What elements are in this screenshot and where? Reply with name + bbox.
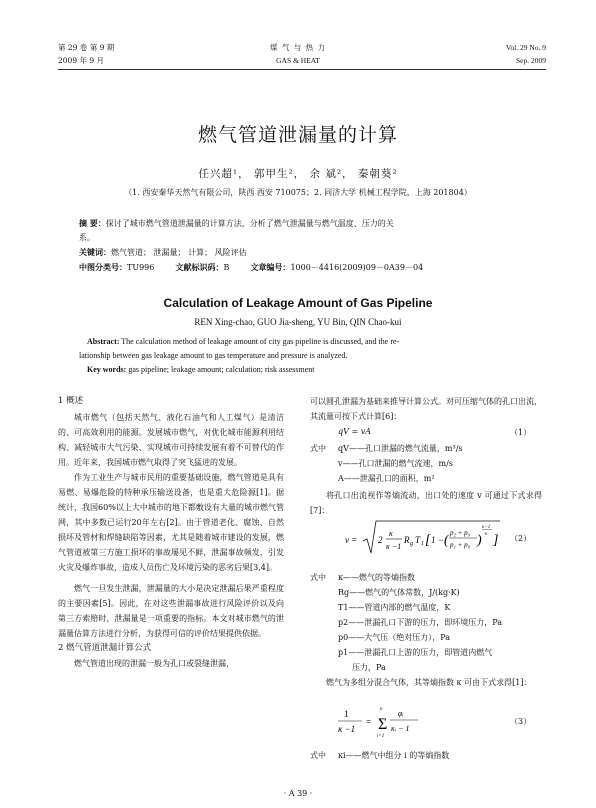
page-number: · A 39 · [283,789,313,798]
svg-text:(: ( [444,533,449,548]
svg-text:T: T [415,535,421,545]
svg-text:R: R [404,535,410,545]
english-keywords: gas pipeline; leakage amount; calculation; risk assessment [128,365,315,374]
abstract-text-2: 系。 [79,233,95,242]
clc-label: 中图分类号： [79,262,127,272]
keywords-cn: 燃气管道； 泄漏量； 计算； 风险评估 [111,248,247,257]
equation-2-number: （2） [510,534,532,543]
svg-text:]: ] [493,533,499,548]
equation-3 [338,702,458,742]
svg-text:): ) [477,533,482,548]
header-volume-cn: 第 29 卷 第 9 期 [58,43,115,52]
svg-text:φᵢ: φᵢ [398,709,404,718]
authors-cn: 任兴超¹， 郭甲生²， 余 斌²， 秦朝葵² [198,168,398,180]
definitions-1 [338,443,463,488]
keywords-label: 关键词： [79,247,111,257]
svg-text:κ −1: κ −1 [338,724,356,734]
equation-1-number: （1） [510,428,532,437]
paragraph: 可以圆孔泄漏为基础来推导计算公式。对可压缩气体的孔口出流，其流量可按下式计算[6]： [310,397,542,421]
svg-text:p₂ + p₀: p₂ + p₀ [450,529,471,537]
header-date-en: Sep. 2009 [516,56,546,65]
paper-title: 燃气管道泄漏量的计算 [197,124,398,146]
doc-code-value: B [223,263,230,272]
paragraph: 燃气为多组分混合气体，其等熵指数 κ 可由下式求得[1]： [326,678,532,687]
clc-value: TU996 [127,263,155,272]
svg-text:1 −: 1 − [431,535,444,545]
section-2-heading: 2 燃气管道泄漏计算公式 [58,643,152,653]
english-abstract-text-2: lationship between gas leakage amount to gas temperature and pressure is analyzed. [79,351,348,360]
svg-text:Σ: Σ [378,716,388,733]
english-authors: REN Xing-chao, GUO Jia-sheng, YU Bin, QIN Chao-kui [194,317,402,327]
definition-rg: Rg——燃气的气体常数，J/(kg·K) [338,588,460,597]
svg-text:[: [ [425,533,431,548]
english-abstract [79,335,525,377]
equation-2-graphic [345,519,500,559]
paragraph: 作为工业生产与城市民用的重要基础设施，燃气管道是具有易燃、易爆危险的特种承压输送设备，也是重大危险源[1]。据统计，我国60%以上大中城市的地下都敷设有大量的城市燃气管网，其中多数已运行20年左右[2]。由于管道老化、腐蚀、自然损坏及管材和焊缝缺陷等因素，尤其是随着城市建设的发展，燃气管道被第三方施工损坏的事故屡见不鲜，泄漏事故频发，引发火灾及爆炸事故，造成人员伤亡及环境污染的恶劣后果[3,4]。 [58,473,284,572]
svg-text:=: = [366,717,372,727]
doc-code-label: 文献标识码： [175,262,224,272]
equation-2 [345,519,500,559]
right-column [310,394,542,424]
svg-text:n: n [380,707,383,712]
definition-t1: T1——管道内部的燃气温度，K [338,603,451,612]
svg-text:g: g [410,541,413,547]
paragraph: 城市燃气（包括天然气、液化石油气和人工煤气）是清洁的、可高效利用的能源。发展城市燃气，对优化城市能源利用结构、减轻城市大气污染、实现城市可持续发展有着不可替代的作用。近年来，我国城市燃气取得了突飞猛进的发展。 [58,413,284,467]
header-journal-cn: 煤 气 与 热 力 [269,43,327,52]
article-number-value: 1000－4416(2009)09－0A39－04 [290,263,424,272]
definitions-2 [338,572,502,677]
definition-p0: p0——大气压（绝对压力），Pa [338,633,451,642]
svg-text:κ−1: κ−1 [482,525,491,530]
english-abstract-text-1: The calculation method of leakage amount of city gas pipeline is discussed, and the re- [121,337,400,346]
english-abstract-label: Abstract: [87,337,120,346]
definition-kappa: κ——燃气的等熵指数 [338,573,415,582]
svg-text:1: 1 [344,709,349,719]
header-journal-en: GAS & HEAT [276,56,320,65]
equation-1: qV = vA [338,427,371,436]
header-volume-en: Vol. 29 No. 9 [505,43,546,52]
english-title: Calculation of Leakage Amount of Gas Pipeline [163,296,433,310]
svg-text:κ −1: κ −1 [386,542,402,551]
svg-text:p₁ + p₀: p₁ + p₀ [450,541,471,549]
paragraph: 燃气一旦发生泄漏，泄漏量的大小是决定泄漏后果严重程度的主要因素[5]。因此，在对这些泄漏事故进行风险评价以及向第三方索赔时，泄漏量是一项重要的指标。本文对城市燃气的泄漏量估算方法进行分析，为获得可信的评价结果提供依据。 [58,584,284,638]
definition-p2: p2——泄漏孔口下游的压力，即环境压力，Pa [338,618,503,627]
where-label: 式中 [310,444,326,453]
where-label: 式中 [310,751,326,760]
header-rule [58,69,546,70]
section-1-heading: 1 概述 [58,396,84,406]
svg-text:v =: v = [345,535,358,545]
article-number-label: 文章编号： [250,262,291,272]
definition-p1-cont: 压力，Pa [352,663,386,672]
equation-3-number: （3） [510,717,532,726]
paragraph: 将孔口出流视作等熵流动，出口处的速度 v 可通过下式求得[7]： [310,491,542,515]
right-paragraph-2 [310,488,542,518]
definition-kappa-i: κi——燃气中组分 i 的等熵指数 [338,751,450,760]
abstract-text-1: 探讨了城市燃气管道泄漏量的计算方法，分析了燃气泄漏量与燃气温度、压力的关 [105,219,394,228]
abstract-cn [79,216,525,275]
english-keywords-label: Key words: [87,365,127,374]
svg-text:2: 2 [378,535,383,545]
equation-3-graphic [338,702,458,742]
right-paragraph-3 [310,675,542,690]
definition-p1: p1——泄漏孔口上游的压力，即管道内燃气 [338,648,493,657]
definition-v: v——孔口泄漏的燃气流速，m/s [338,459,453,468]
paragraph: 燃气管道出现的泄漏一般为孔口或裂缝泄漏， [74,659,234,668]
svg-text:κ: κ [389,529,393,538]
svg-text:1: 1 [421,541,424,547]
svg-text:i=1: i=1 [377,734,385,739]
svg-text:κᵢ − 1: κᵢ − 1 [391,724,410,733]
affiliation: （1. 西安秦华天然气有限公司，陕西 西安 710075；2. 同济大学 机械工程学院，上海 201804） [124,188,472,197]
abstract-label: 摘 要： [79,218,106,228]
left-column [58,394,284,671]
definition-a: A——泄漏孔口的面积，m² [338,474,435,483]
definition-qv: qV——孔口泄漏的燃气流量，m³/s [338,444,463,453]
header-date-cn: 2009 年 9 月 [58,56,105,65]
where-label: 式中 [310,573,326,582]
svg-text:κ: κ [485,532,488,537]
